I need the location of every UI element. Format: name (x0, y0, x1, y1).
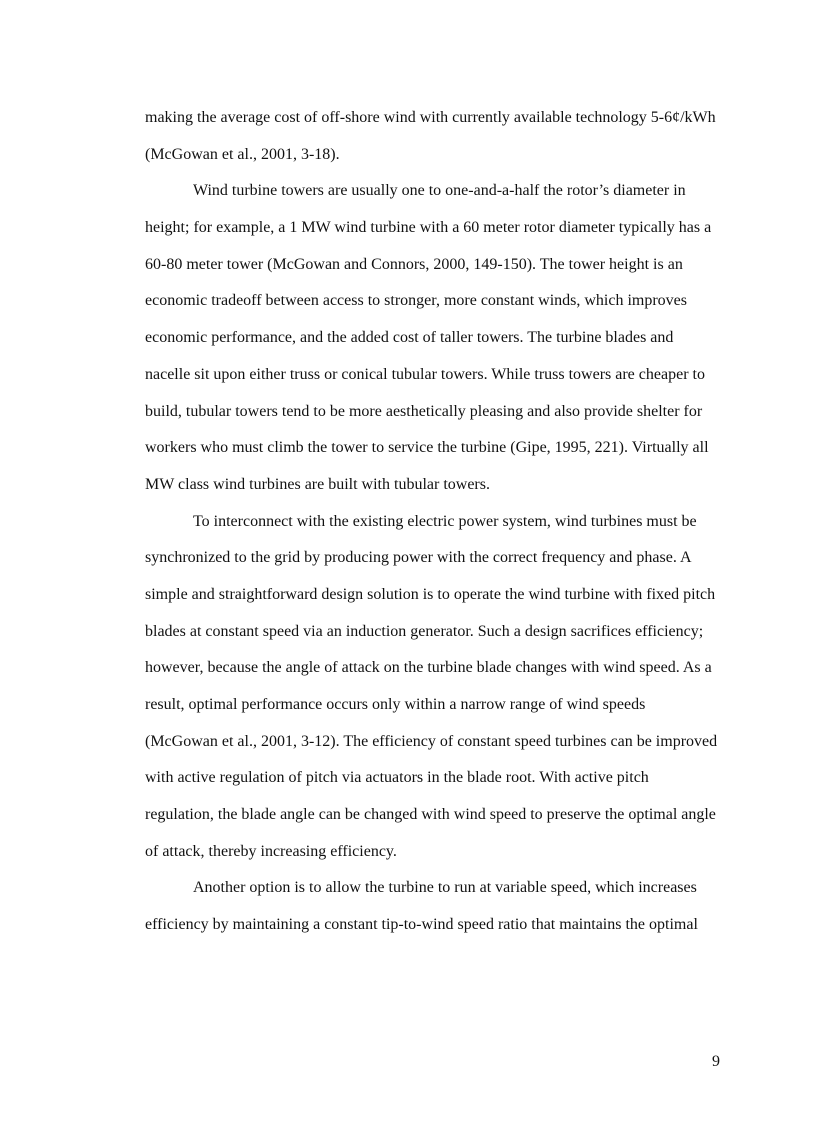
text-line: of attack, thereby increasing efficiency. (145, 842, 397, 860)
text-line: economic performance, and the added cost of taller towers. The turbine blades and (145, 329, 674, 347)
text-line: simple and straightforward design solution is to operate the wind turbine with fixed pitch (145, 585, 716, 603)
text-line: with active regulation of pitch via actuators in the blade root. With active pitch (145, 769, 649, 787)
text-line: making the average cost of off-shore wind with currently available technology 5-6¢/kWh (145, 109, 716, 126)
text-line: efficiency by maintaining a constant tip-to-wind speed ratio that maintains the optimal (145, 916, 698, 934)
page-number: 9 (712, 1053, 720, 1070)
text-line: blades at constant speed via an induction generator. Such a design sacrifices efficiency; (145, 622, 704, 640)
paragraph-start-line: Wind turbine towers are usually one to one-and-a-half the rotor’s diameter in (193, 182, 686, 200)
paragraph-start-line: To interconnect with the existing electric power system, wind turbines must be (193, 512, 697, 530)
text-line: height; for example, a 1 MW wind turbine with a 60 meter rotor diameter typically has a (145, 219, 712, 237)
text-line: economic tradeoff between access to stronger, more constant winds, which improves (145, 292, 688, 310)
text-line: (McGowan et al., 2001, 3-12). The efficiency of constant speed turbines can be improved (145, 732, 718, 750)
text-line: result, optimal performance occurs only within a narrow range of wind speeds (145, 696, 646, 713)
text-line: (McGowan et al., 2001, 3-18). (145, 145, 340, 163)
text-line: build, tubular towers tend to be more aesthetically pleasing and also provide shelter for (145, 402, 703, 420)
text-line: however, because the angle of attack on the turbine blade changes with wind speed. As a (145, 659, 712, 677)
text-line: 60-80 meter tower (McGowan and Connors, 2000, 149-150). The tower height is an (145, 255, 683, 273)
text-line: nacelle sit upon either truss or conical tubular towers. While truss towers are cheaper to (145, 365, 705, 383)
text-line: regulation, the blade angle can be changed with wind speed to preserve the optimal angle (145, 806, 716, 824)
text-line: workers who must climb the tower to service the turbine (Gipe, 1995, 221). Virtually all (145, 439, 709, 457)
body-text (145, 100, 725, 944)
text-line: synchronized to the grid by producing power with the correct frequency and phase. A (145, 549, 692, 567)
text-line: MW class wind turbines are built with tubular towers. (145, 475, 490, 493)
paragraph-start-line: Another option is to allow the turbine to run at variable speed, which increases (193, 879, 697, 897)
